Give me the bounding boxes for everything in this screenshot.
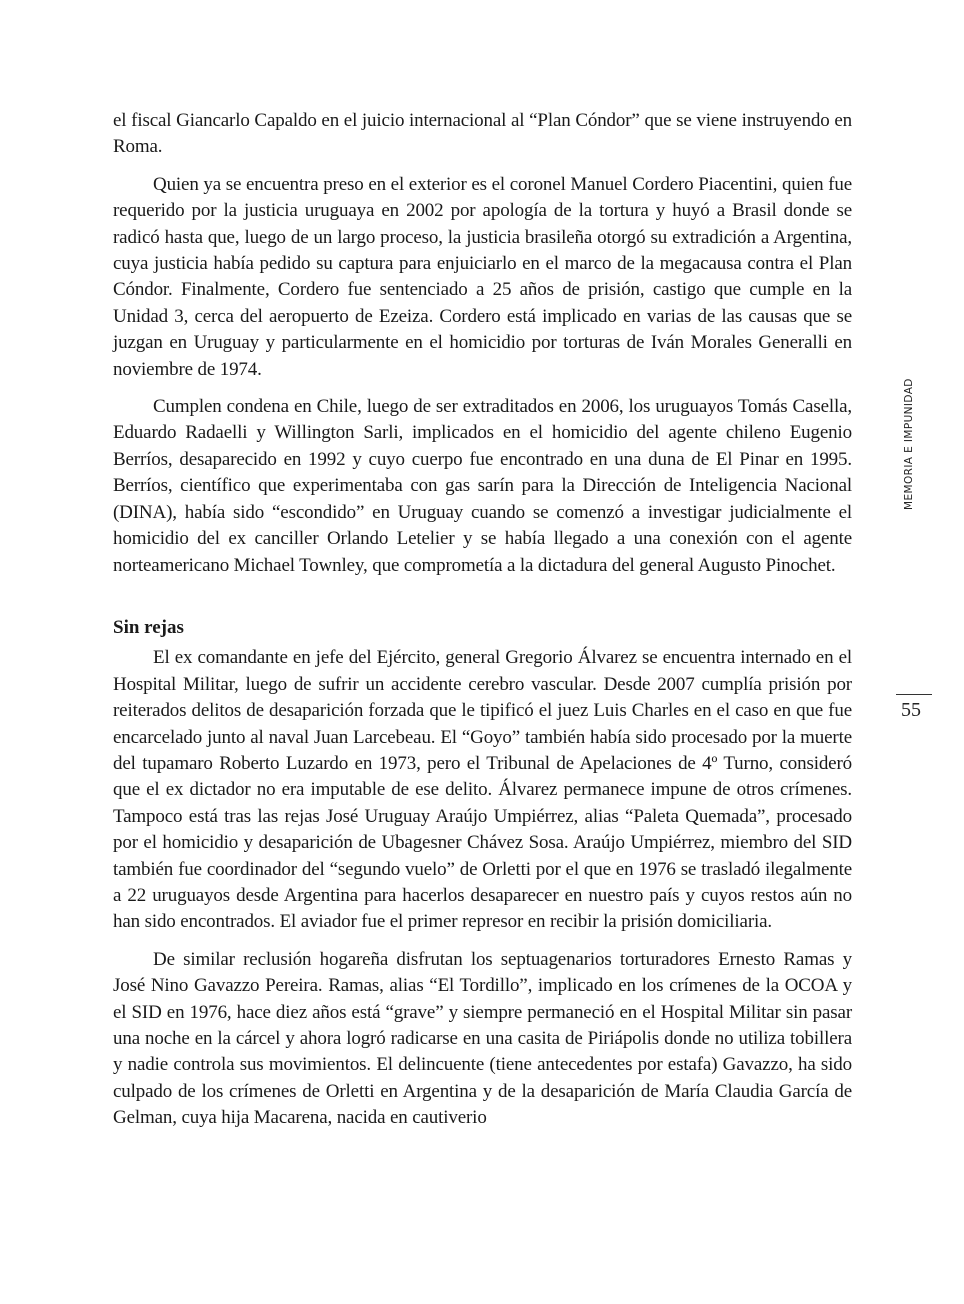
page-number: 55: [901, 699, 921, 721]
paragraph-cordero: Quien ya se encuentra preso en el exterior es el coronel Manuel Cordero Piacentini, quien fue requerido por la justicia uruguaya en 2002 por apología de la tortura y huyó a Brasil donde se radicó hasta que, luego de un largo proceso, la justicia brasileña otorgó su extradición a Argentina, cuya justicia había pedido su captura para enjuiciarlo en el marco de la megacausa contra el Plan Cóndor. Finalmente, Cordero fue sentenciado a 25 años de prisión, castigo que cumple en la Unidad 3, cerca del aeropuerto de Ezeiza. Cordero está implicado en varias de las causas que se juzgan en Uruguay y particularmente en el homicidio por torturas de Iván Morales Generalli en noviembre de 1974.: [113, 173, 852, 380]
section-heading: Sin rejas: [113, 616, 184, 638]
paragraph-chile: Cumplen condena en Chile, luego de ser extraditados en 2006, los uruguayos Tomás Casella, Eduardo Radaelli y Willington Sarli, implicados en el homicidio del agente chileno Eugenio Berríos, desaparecido en 1992 y cuyo cuerpo fue encontrado en una duna de El Pinar en 1995. Berríos, científico que experimentaba con gas sarín para la Dirección de Inteligencia Nacional (DINA), había sido “escondido” en Uruguay cuando se comenzó a investigar judicialmente el homicidio del ex canciller Orlando Letelier y se había llegado a una conexión con el agente norteamericano Michael Townley, que comprometía a la dictadura del general Augusto Pinochet.: [113, 396, 852, 576]
paragraph-alvarez: El ex comandante en jefe del Ejército, general Gregorio Álvarez se encuentra internado en el Hospital Militar, luego de sufrir un accidente cerebro vascular. Desde 2007 cumplía prisión por reiterados delitos de desaparición forzada que le tipificó el juez Luis Charles en el caso en que fue encarcelado junto al naval Juan Larcebeau. El “Goyo” también había sido procesado por la muerte del tupamaro Roberto Luzardo en 1973, pero el Tribunal de Apelaciones de 4º Turno, consideró que el ex dictador no era imputable de ese delito. Álvarez permanece impune de otros crímenes. Tampoco está tras las rejas José Uruguay Araújo Umpiérrez, alias “Paleta Quemada”, procesado por el homicidio y desaparición de Ubagesner Chávez Sosa. Araújo Umpiérrez, miembro del SID también fue coordinador del “segundo vuelo” de Orletti por el que en 1976 se trasladó ilegalmente a 22 uruguayos desde Argentina para hacerlos desaparecer en nuestro país y cuyos restos aún no han sido encontrados. El aviador fue el primer represor en recibir la prisión domiciliaria.: [113, 647, 852, 933]
paragraph-ramas-gavazzo: De similar reclusión hogareña disfrutan los septuagenarios torturadores Ernesto Ramas y José Nino Gavazzo Pereira. Ramas, alias “El Tordillo”, implicado en los crímenes de la OCOA y el SID en 1976, hace diez años está “grave” y siempre permaneció en el Hospital Militar sin pasar una noche en la cárcel y ahora logró radicarse en una casita de Piriápolis donde no utiliza tobillera y nadie controla sus movimientos. El delincuente (tiene antecedentes por estafa) Gavazzo, ha sido culpado de los crímenes de Orletti en Argentina y de la desaparición de María Claudia García de Gelman, cuya hija Macarena, nacida en cautiverio: [113, 948, 852, 1129]
page-number-rule: [896, 694, 932, 695]
paragraph-continuation: el fiscal Giancarlo Capaldo en el juicio internacional al “Plan Cóndor” que se viene instruyendo en Roma.: [113, 110, 852, 158]
page-body: [113, 108, 852, 1132]
running-head: MEMORIA E IMPUNIDAD: [903, 378, 915, 510]
